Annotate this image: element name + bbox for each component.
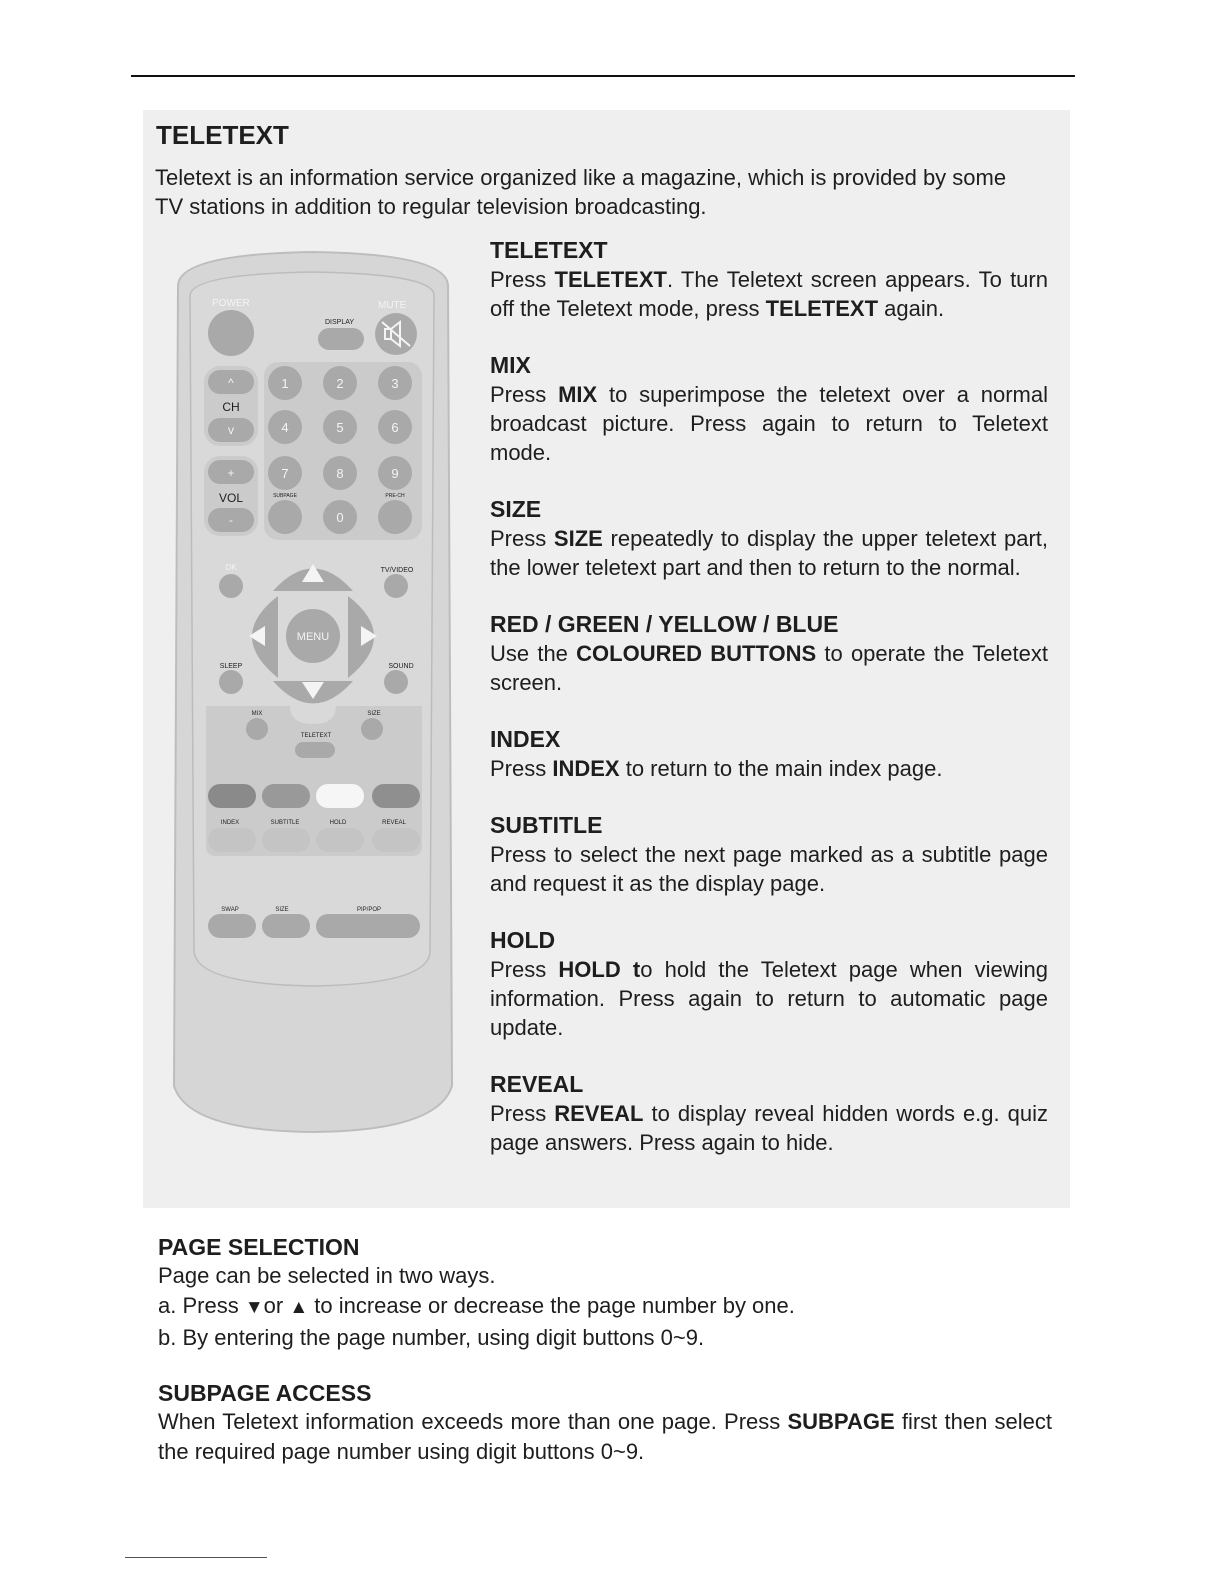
index-button[interactable] [208,828,256,852]
tvvideo-button[interactable] [384,574,408,598]
feature-description [490,265,1048,323]
subpage-label: SUBPAGE [273,493,297,499]
bold-term: HOLD [558,957,621,982]
page-selection-line [158,1291,1052,1323]
text-run: Press [490,756,553,781]
feature-description [490,840,1048,898]
footer-rule [125,1557,267,1558]
feature-1 [490,351,1048,467]
teletext-button[interactable] [295,742,335,758]
text-run: repeatedly to display the upper teletext part, the lower teletext part and then to return to the normal. [490,526,1048,580]
text-run: first then select the required page number using digit buttons 0~9. [158,1409,1052,1464]
feature-description [490,380,1048,467]
swap-label: SWAP [221,907,239,913]
text-run: to superimpose the teletext over a normal broadcast picture. Press again to return to Teletext mode. [490,382,1048,465]
digit-label: 4 [281,420,289,435]
up-triangle-icon: ▲ [289,1297,309,1318]
feature-description [490,955,1048,1042]
text-run: . The Teletext screen appears. To turn off the Teletext mode, press [490,267,1048,321]
text-run: to return to the main index page. [619,756,943,781]
subtitle-button[interactable] [262,828,310,852]
reveal-label: REVEAL [382,820,406,826]
digit-label: 2 [336,376,344,391]
size2-button[interactable] [262,914,310,938]
bold-term: TELETEXT [554,267,667,292]
feature-heading: TELETEXT [490,237,608,263]
feature-heading: MIX [490,352,531,378]
feature-7 [490,1070,1048,1157]
green-button[interactable] [262,784,310,808]
menu-label: MENU [296,631,330,643]
digit-label: 8 [336,466,344,481]
top-rule [131,75,1075,77]
display-label: DISPLAY [325,319,355,326]
digit-label: 0 [336,510,344,525]
digit-label: 7 [281,466,289,481]
prech-button[interactable] [378,500,412,534]
reveal-button[interactable] [372,828,420,852]
bold-term: SUBPAGE [787,1409,895,1434]
bold-term: COLOURED BUTTONS [576,641,817,666]
text-run: to display reveal hidden words e.g. quiz page answers. Press again to hide. [490,1101,1048,1155]
display-button[interactable] [318,328,364,350]
feature-heading: INDEX [490,726,561,752]
digit-label: 5 [336,420,344,435]
text-run: Press [490,1101,555,1126]
vol-down-label: - [229,513,233,527]
ch-down-label: v [228,423,234,437]
bold-term: INDEX [552,756,620,781]
text-run: a. Press [158,1293,245,1318]
text-run: When Teletext information exceeds more than one page. Press [158,1409,788,1434]
bold-term: SIZE [553,526,603,551]
sleep-label: SLEEP [219,663,243,670]
subpage-access-body [158,1407,1052,1467]
sleep-button[interactable] [219,670,243,694]
text-run: Press [490,382,559,407]
feature-4 [490,725,1048,783]
digit-label: 1 [281,376,289,391]
subpage-access-heading: SUBPAGE ACCESS [158,1380,372,1406]
feature-description [490,639,1048,697]
remote-control-illustration [168,246,458,1136]
feature-description [490,754,1048,783]
bold-term: MIX [558,382,598,407]
vol-up-label: + [227,466,235,480]
swap-button[interactable] [208,914,256,938]
sound-button[interactable] [384,670,408,694]
bottom-sections [158,1233,1052,1467]
size-label: SIZE [367,711,381,717]
page-selection-line: Page can be selected in two ways. [158,1263,496,1288]
feature-5 [490,811,1048,898]
subpage-button[interactable] [268,500,302,534]
bold-term: REVEAL [554,1101,644,1126]
digit-label: 3 [391,376,399,391]
pippop-button[interactable] [316,914,420,938]
feature-3 [490,610,1048,697]
digit-label: 6 [391,420,399,435]
text-run: o hold the Teletext page when viewing information. Press again to return to automatic page update. [490,957,1048,1040]
text-run: to increase or decrease the page number by one. [308,1293,795,1318]
feature-2 [490,495,1048,582]
hold-label: HOLD [329,820,347,826]
feature-heading: HOLD [490,927,556,953]
vol-label: VOL [218,491,244,505]
red-button[interactable] [208,784,256,808]
digit-label: 9 [391,466,399,481]
size2-label: SIZE [275,907,289,913]
feature-6 [490,926,1048,1042]
pippop-label: PIP/POP [356,907,382,913]
sound-label: SOUND [388,663,414,670]
power-label: POWER [212,298,250,309]
ok-button[interactable] [219,574,243,598]
ch-up-label: ^ [228,376,234,390]
feature-heading: SIZE [490,496,542,522]
text-run: Press to select the next page marked as a subtitle page and request it as the display page. [490,842,1048,896]
feature-description [490,1099,1048,1157]
text-run: Press [490,957,559,982]
page-selection-heading: PAGE SELECTION [158,1234,360,1260]
blue-button[interactable] [372,784,420,808]
text-run: Press [490,526,554,551]
text-run: again. [878,296,945,321]
text-run: Use the [490,641,577,666]
mix-label: MIX [251,711,263,717]
tvvideo-label: TV/VIDEO [380,567,414,574]
feature-0 [490,236,1048,323]
subtitle-label: SUBTITLE [270,820,300,826]
feature-description [490,524,1048,582]
teletext-features [490,236,1048,1157]
intro-paragraph: Teletext is an information service organized like a magazine, which is provided by some TV stations in addition to regular television broadcasting. [155,165,1007,219]
page-selection-line: b. By entering the page number, using digit buttons 0~9. [158,1325,705,1350]
teletext-label: TELETEXT [300,733,332,739]
bold-term: t [632,957,641,982]
text-run: Press [490,267,555,292]
page-selection-section [158,1233,1052,1353]
mute-label: MUTE [378,300,407,311]
feature-heading: REVEAL [490,1071,584,1097]
size-button[interactable] [361,718,383,740]
text-run [621,957,633,982]
text-run: or [263,1293,290,1318]
feature-heading: SUBTITLE [490,812,603,838]
yellow-button[interactable] [316,784,364,808]
subpage-access-section [158,1379,1052,1467]
page-title: TELETEXT [156,120,289,150]
bold-term: TELETEXT [765,296,879,321]
prech-label: PRE-CH [385,493,405,499]
index-label: INDEX [220,820,240,826]
ok-label: OK [225,563,237,572]
hold-button[interactable] [316,828,364,852]
mix-button[interactable] [246,718,268,740]
power-button[interactable] [208,310,254,356]
feature-heading: RED / GREEN / YELLOW / BLUE [490,611,839,637]
text-run: to operate the Teletext screen. [490,641,1048,695]
down-triangle-icon: ▼ [244,1297,264,1318]
ch-label: CH [222,400,240,414]
